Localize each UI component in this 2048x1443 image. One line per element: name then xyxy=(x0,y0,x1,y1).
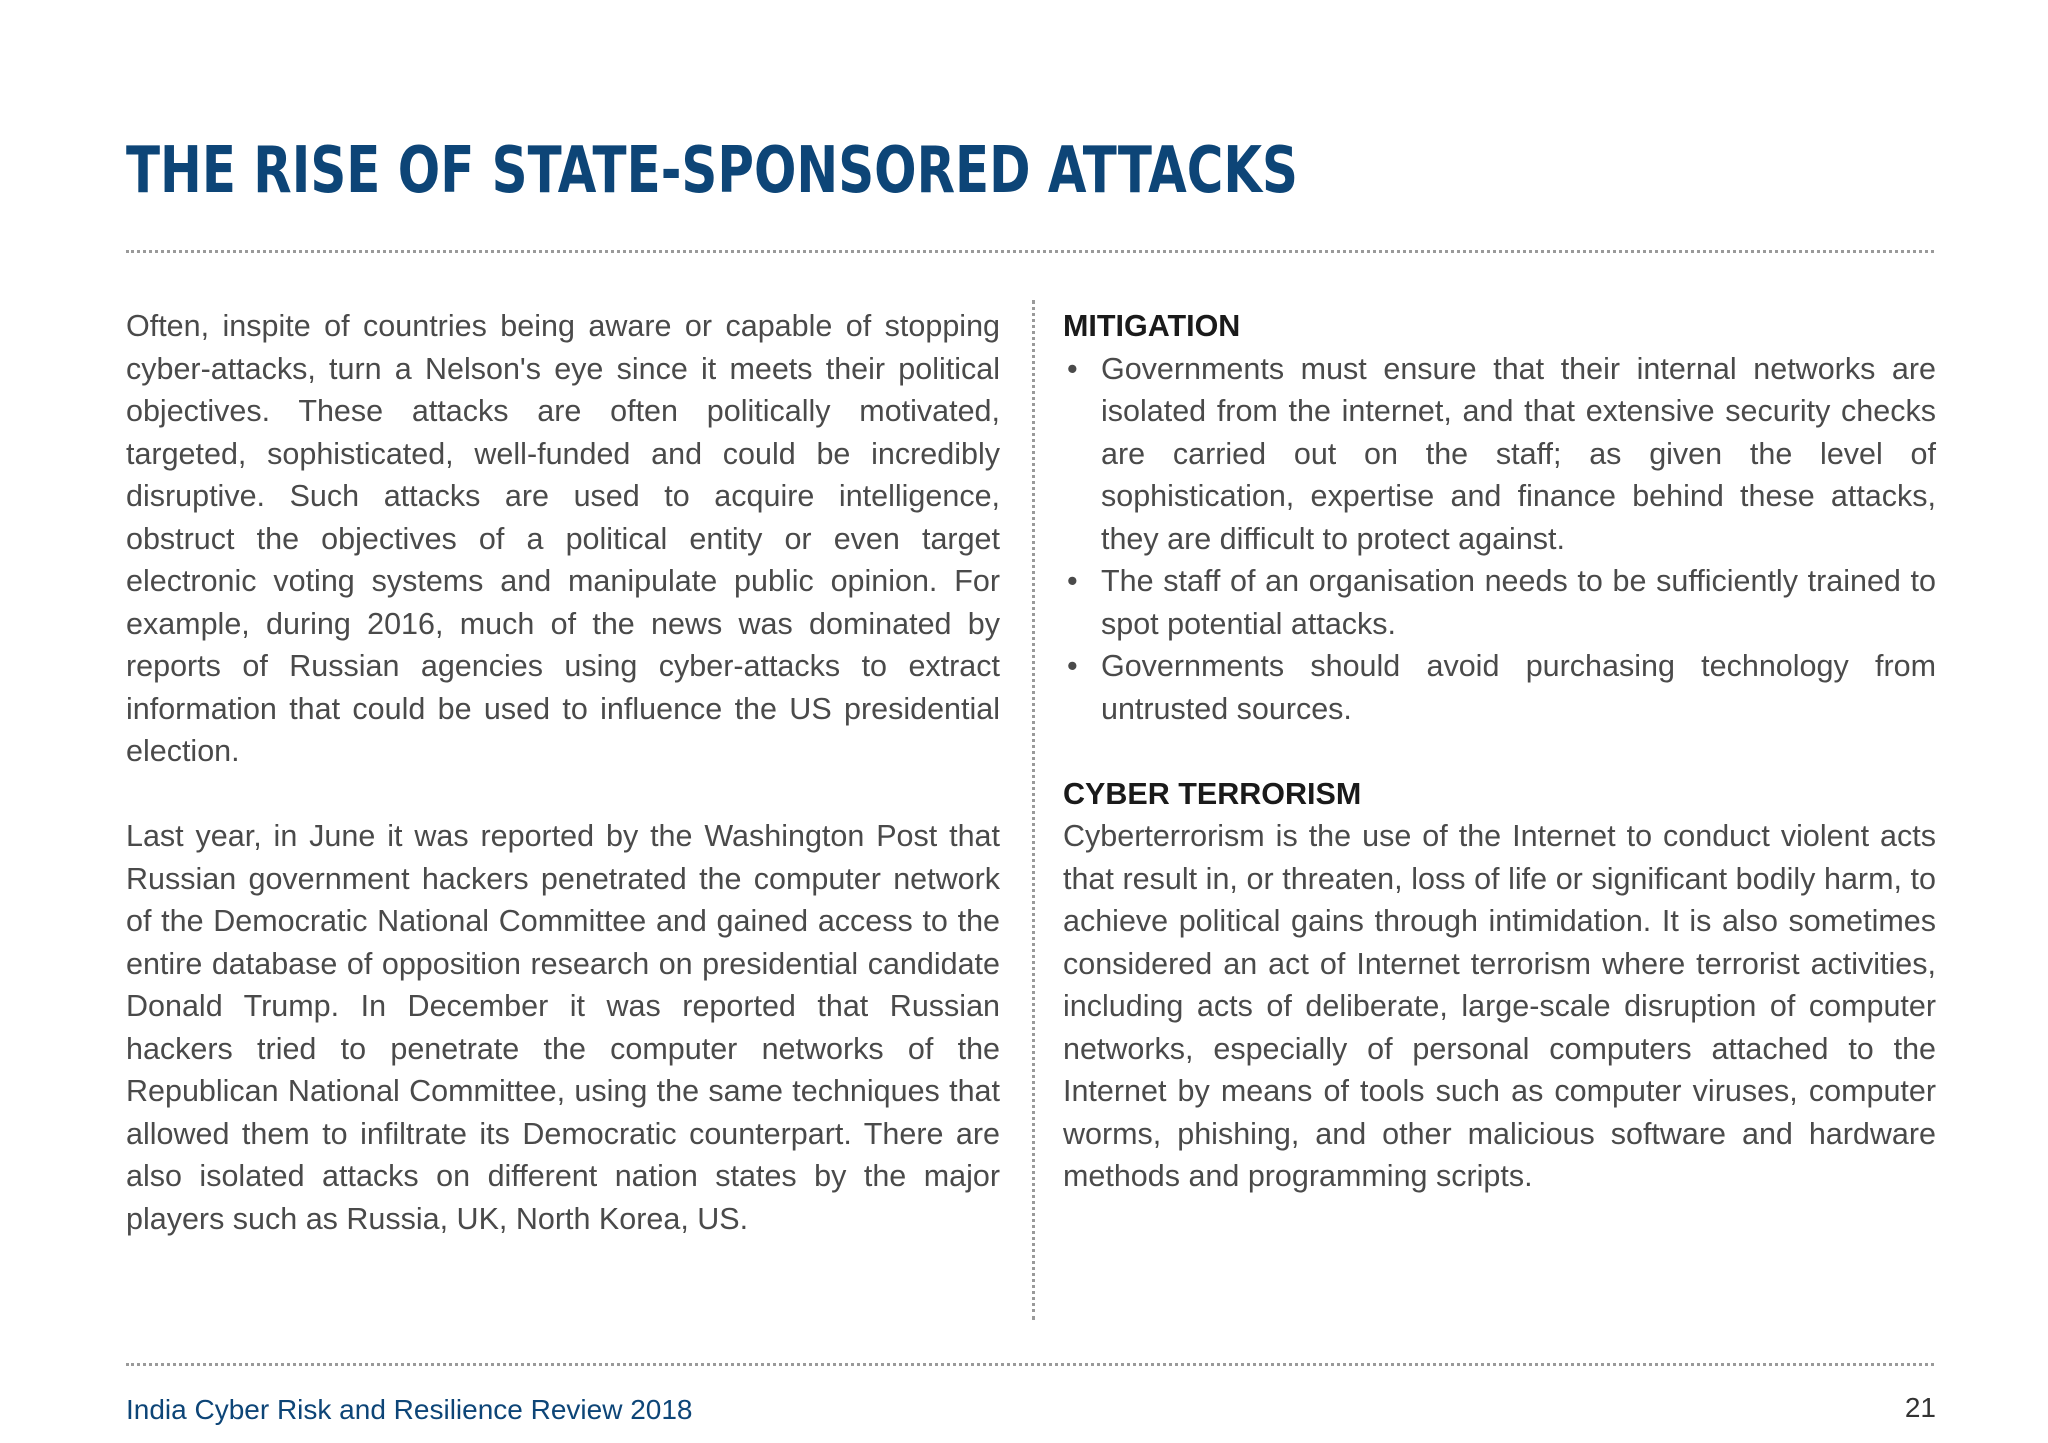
mitigation-item xyxy=(1063,645,1936,730)
bullet-icon: • xyxy=(1067,649,1078,683)
paragraph-spacer xyxy=(1063,730,1936,773)
top-dotted-divider xyxy=(126,250,1934,253)
page-title: THE RISE OF STATE-SPONSORED ATTACKS xyxy=(126,134,1298,208)
paragraph-spacer xyxy=(126,773,1000,816)
column-dotted-divider xyxy=(1032,300,1035,1320)
mitigation-heading: MITIGATION xyxy=(1063,309,1241,343)
dnc-hack-paragraph: Last year, in June it was reported by the Washington Post that Russian government hackers penetrated the computer network of the Democratic National Committee and gained access to the entire database of opposition research on presidential candidate Donald Trump. In December it was reported that Russian hackers tried to penetrate the computer networks of the Republican National Committee, using the same techniques that allowed them to infiltrate its Democratic counterpart. There are also isolated attacks on different nation states by the major players such as Russia, UK, North Korea, US. xyxy=(126,819,1000,1236)
mitigation-item xyxy=(1063,348,1936,561)
mitigation-item xyxy=(1063,560,1936,645)
cyber-terrorism-heading: CYBER TERRORISM xyxy=(1063,776,1362,811)
mitigation-item-text: The staff of an organisation needs to be sufficiently trained to spot potential attacks. xyxy=(1101,564,1936,641)
mitigation-item-text: Governments should avoid purchasing technology from untrusted sources. xyxy=(1101,649,1936,726)
intro-paragraph: Often, inspite of countries being aware or capable of stopping cyber-attacks, turn a Nelson's eye since it meets their political objectives. These attacks are often politically motivated, targeted, sophisticated, well-funded and could be incredibly disruptive. Such attacks are used to acquire intelligence, obstruct the objectives of a political entity or even target electronic voting systems and manipulate public opinion. For example, during 2016, much of the news was dominated by reports of Russian agencies using cyber-attacks to extract information that could be used to influence the US presidential election. xyxy=(126,309,1000,768)
cyber-terrorism-paragraph: Cyberterrorism is the use of the Internet to conduct violent acts that result in, or threaten, loss of life or significant bodily harm, to achieve political gains through intimidation. It is also sometimes considered an act of Internet terrorism where terrorist activities, including acts of deliberate, large-scale disruption of computer networks, especially of personal computers attached to the Internet by means of tools such as computer viruses, computer worms, phishing, and other malicious software and hardware methods and programming scripts. xyxy=(1063,819,1936,1193)
mitigation-list xyxy=(1063,348,1936,731)
footer-publication-title: India Cyber Risk and Resilience Review 2018 xyxy=(126,1394,693,1425)
bullet-icon: • xyxy=(1067,351,1078,386)
right-column xyxy=(1063,305,1936,1198)
mitigation-item-text: Governments must ensure that their internal networks are isolated from the internet, and that extensive security checks are carried out on the staff; as given the level of sophistication, expertise and finance behind these attacks, they are difficult to protect against. xyxy=(1101,351,1936,556)
bottom-dotted-divider xyxy=(126,1363,1934,1366)
bullet-icon: • xyxy=(1067,564,1078,598)
left-column xyxy=(126,305,1000,1240)
page-number: 21 xyxy=(1904,1392,1936,1423)
